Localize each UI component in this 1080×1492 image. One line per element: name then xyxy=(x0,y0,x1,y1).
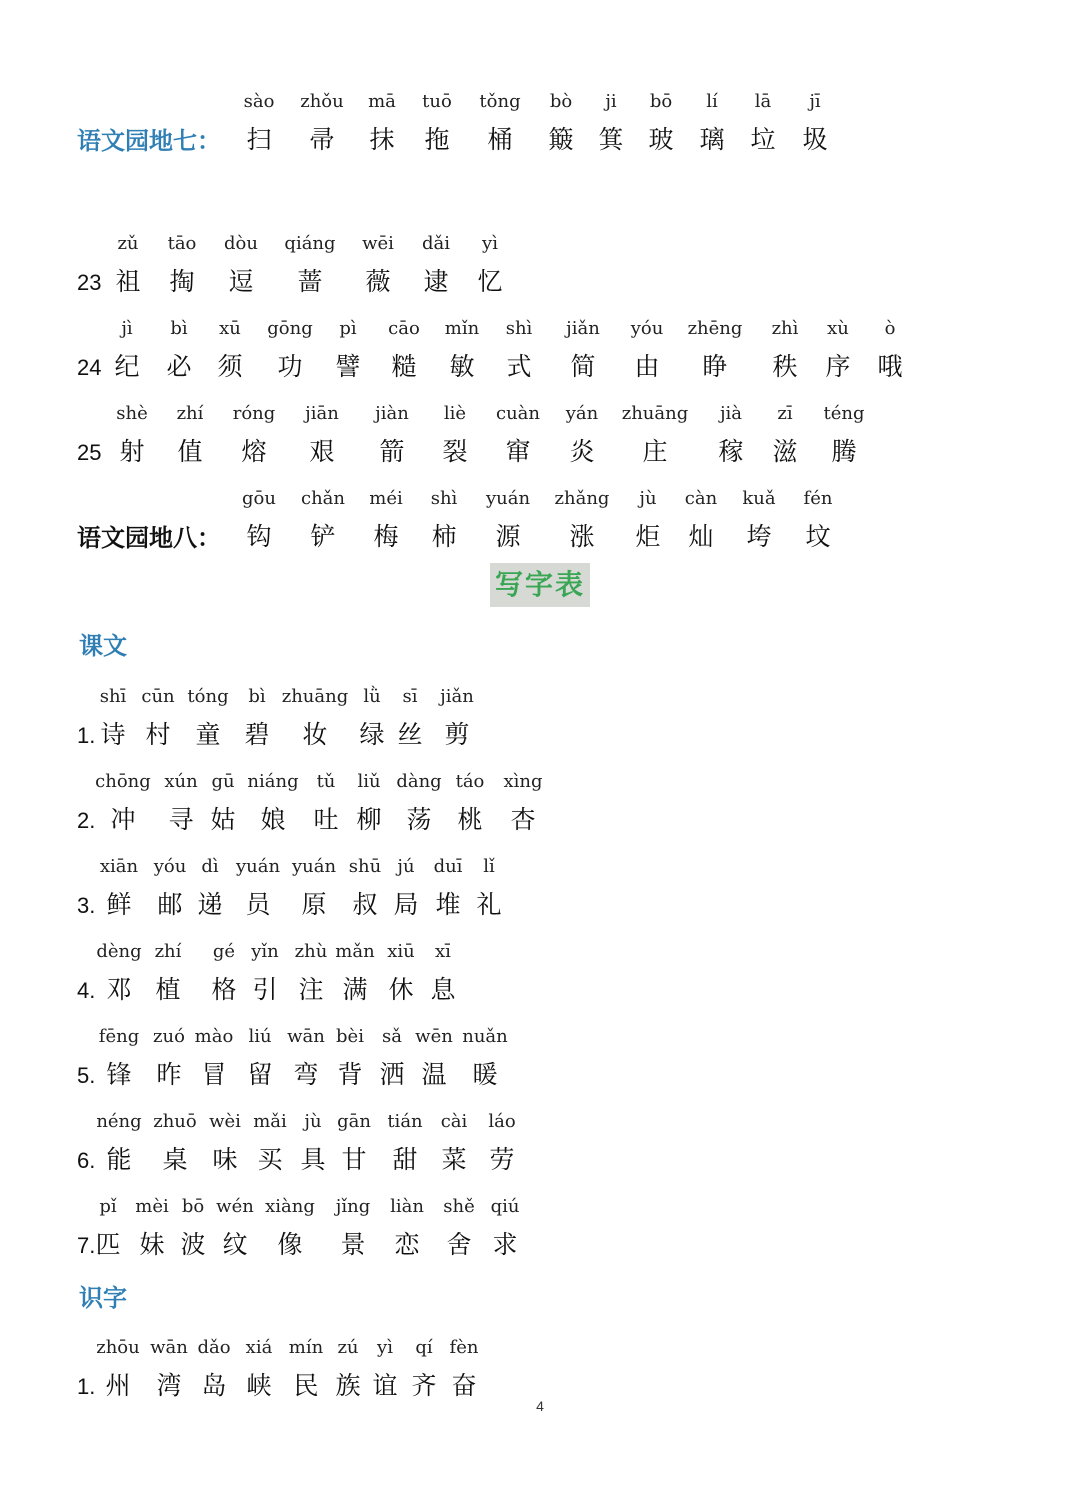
line-label: 23 xyxy=(77,270,102,295)
pinyin: tuō xyxy=(422,91,452,112)
hanzi: 堆 xyxy=(435,890,461,919)
hanzi: 糙 xyxy=(391,352,417,381)
pinyin: shī xyxy=(99,686,127,707)
hanzi: 拖 xyxy=(424,125,450,154)
pinyin: zhì xyxy=(771,318,799,339)
pinyin: yì xyxy=(377,1337,393,1358)
hanzi: 休 xyxy=(388,975,414,1004)
pinyin: sǎ xyxy=(382,1026,402,1047)
pinyin: dàng xyxy=(396,771,442,792)
hanzi: 坟 xyxy=(805,522,831,551)
hanzi: 格 xyxy=(211,975,237,1004)
character-cell xyxy=(445,230,535,302)
pinyin: zhuāng xyxy=(281,686,349,707)
hanzi: 圾 xyxy=(802,125,828,154)
line-label: 1. xyxy=(77,1374,96,1399)
pinyin: dì xyxy=(201,856,219,877)
pinyin: dǎi xyxy=(421,233,450,254)
section-title-shizi: 识字 xyxy=(79,1284,127,1312)
hanzi: 功 xyxy=(277,352,303,381)
hanzi: 桃 xyxy=(457,805,483,834)
pinyin: ò xyxy=(884,318,896,339)
hanzi: 忆 xyxy=(477,267,503,296)
pinyin: bèi xyxy=(336,1026,364,1047)
hanzi: 息 xyxy=(430,975,456,1004)
hanzi: 滋 xyxy=(772,437,798,466)
hanzi: 炎 xyxy=(569,437,595,466)
line-label: 3. xyxy=(77,893,96,918)
pinyin: fèn xyxy=(449,1337,479,1358)
pinyin: bō xyxy=(649,91,673,112)
hanzi: 湾 xyxy=(156,1371,182,1400)
vocab-line-garden-7 xyxy=(0,88,1080,168)
hanzi: 敏 xyxy=(449,352,475,381)
pinyin: mèi xyxy=(135,1196,169,1217)
hanzi: 引 xyxy=(252,975,278,1004)
pinyin: càn xyxy=(684,488,718,509)
pinyin: ji xyxy=(605,91,617,112)
pinyin: xiá xyxy=(245,1337,273,1358)
hanzi: 波 xyxy=(180,1230,206,1259)
character-cell xyxy=(444,853,534,925)
pinyin: xiàng xyxy=(265,1196,315,1217)
hanzi: 簸 xyxy=(548,125,574,154)
pinyin: zhēng xyxy=(687,318,743,339)
line-label: 4. xyxy=(77,978,96,1003)
pinyin: liè xyxy=(443,403,467,424)
pinyin: gān xyxy=(337,1111,371,1132)
hanzi: 庄 xyxy=(642,437,668,466)
pinyin: dǎo xyxy=(197,1337,231,1358)
hanzi: 射 xyxy=(119,437,145,466)
hanzi: 弯 xyxy=(293,1060,319,1089)
pinyin: lí xyxy=(706,91,718,112)
hanzi: 求 xyxy=(492,1230,518,1259)
hanzi: 妆 xyxy=(302,720,328,749)
pinyin: tóng xyxy=(187,686,229,707)
pinyin: chǎn xyxy=(301,488,345,509)
hanzi: 妹 xyxy=(139,1230,165,1259)
pinyin: yóu xyxy=(153,856,187,877)
line-label: 6. xyxy=(77,1148,96,1173)
hanzi: 原 xyxy=(301,890,327,919)
hanzi: 买 xyxy=(257,1145,283,1174)
hanzi: 村 xyxy=(145,720,171,749)
pinyin: fēng xyxy=(98,1026,140,1047)
hanzi: 齐 xyxy=(411,1371,437,1400)
pinyin: zhí xyxy=(154,941,182,962)
pinyin: zǔ xyxy=(117,233,139,254)
pinyin: pì xyxy=(339,318,357,339)
pinyin: niáng xyxy=(247,771,299,792)
vocab-line-write-4 xyxy=(0,938,1080,1018)
pinyin: duī xyxy=(433,856,463,877)
pinyin: tǒng xyxy=(479,91,521,112)
hanzi: 甜 xyxy=(392,1145,418,1174)
hanzi: 帚 xyxy=(309,125,335,154)
pinyin: wān xyxy=(287,1026,325,1047)
pinyin: liǔ xyxy=(357,771,381,792)
pinyin: mín xyxy=(288,1337,324,1358)
pinyin: yǐn xyxy=(251,941,279,962)
hanzi: 洒 xyxy=(379,1060,405,1089)
vocab-line-lesson-24 xyxy=(0,315,1080,395)
character-cell xyxy=(770,88,860,160)
character-cell xyxy=(773,485,863,557)
pinyin: dèng xyxy=(96,941,142,962)
pinyin: jì xyxy=(121,318,133,339)
hanzi: 味 xyxy=(212,1145,238,1174)
line-label: 语文园地八： xyxy=(77,524,221,552)
pinyin: xī xyxy=(435,941,451,962)
character-cell xyxy=(460,1193,550,1265)
hanzi: 杏 xyxy=(510,805,536,834)
hanzi: 锋 xyxy=(106,1060,132,1089)
pinyin: cāo xyxy=(388,318,420,339)
hanzi: 寻 xyxy=(168,805,194,834)
pinyin: yuán xyxy=(291,856,337,877)
hanzi: 民 xyxy=(293,1371,319,1400)
hanzi: 艰 xyxy=(309,437,335,466)
hanzi: 剪 xyxy=(444,720,470,749)
pinyin: jú xyxy=(397,856,415,877)
vocab-line-write-2 xyxy=(0,768,1080,848)
write-table-heading: 写字表 xyxy=(490,563,590,607)
vocab-line-write-1 xyxy=(0,683,1080,763)
hanzi: 留 xyxy=(247,1060,273,1089)
pinyin: pǐ xyxy=(99,1196,117,1217)
hanzi: 奋 xyxy=(451,1371,477,1400)
hanzi: 谊 xyxy=(372,1371,398,1400)
pinyin: nuǎn xyxy=(462,1026,508,1047)
hanzi: 必 xyxy=(166,352,192,381)
pinyin: lǐ xyxy=(483,856,495,877)
pinyin: téng xyxy=(823,403,865,424)
pinyin: qí xyxy=(415,1337,433,1358)
pinyin: zhù xyxy=(294,941,328,962)
pinyin: jiǎn xyxy=(566,318,600,339)
hanzi: 稼 xyxy=(718,437,744,466)
line-label: 1. xyxy=(77,723,96,748)
vocab-line-write-6 xyxy=(0,1108,1080,1188)
hanzi: 鲜 xyxy=(106,890,132,919)
pinyin: yuán xyxy=(235,856,281,877)
hanzi: 冒 xyxy=(201,1060,227,1089)
hanzi: 炬 xyxy=(635,522,661,551)
pinyin: wén xyxy=(216,1196,254,1217)
hanzi: 局 xyxy=(393,890,419,919)
pinyin: gé xyxy=(212,941,236,962)
hanzi: 逮 xyxy=(423,267,449,296)
pinyin: mǎn xyxy=(335,941,375,962)
pinyin: bò xyxy=(549,91,573,112)
hanzi: 逗 xyxy=(228,267,254,296)
hanzi: 丝 xyxy=(397,720,423,749)
hanzi: 族 xyxy=(335,1371,361,1400)
pinyin: jià xyxy=(719,403,743,424)
line-label: 24 xyxy=(77,355,102,380)
character-cell xyxy=(478,768,568,840)
vocab-line-lesson-25 xyxy=(0,400,1080,480)
pinyin: zī xyxy=(777,403,793,424)
vocab-line-garden-8 xyxy=(0,485,1080,565)
pinyin: jiǎn xyxy=(440,686,474,707)
section-title-kewen: 课文 xyxy=(79,632,127,660)
hanzi: 抹 xyxy=(369,125,395,154)
pinyin: jǐng xyxy=(335,1196,371,1217)
pinyin: mǐn xyxy=(444,318,480,339)
hanzi: 纪 xyxy=(114,352,140,381)
pinyin: zhuō xyxy=(153,1111,197,1132)
pinyin: xiū xyxy=(387,941,415,962)
hanzi: 递 xyxy=(197,890,223,919)
hanzi: 垃 xyxy=(750,125,776,154)
hanzi: 梅 xyxy=(373,522,399,551)
line-label: 5. xyxy=(77,1063,96,1088)
pinyin: róng xyxy=(232,403,276,424)
hanzi: 桶 xyxy=(487,125,513,154)
hanzi: 譬 xyxy=(335,352,361,381)
hanzi: 叔 xyxy=(352,890,378,919)
pinyin: xiān xyxy=(99,856,139,877)
line-label: 25 xyxy=(77,440,102,465)
hanzi: 具 xyxy=(300,1145,326,1174)
pinyin: qiáng xyxy=(284,233,336,254)
hanzi: 邓 xyxy=(106,975,132,1004)
hanzi: 邮 xyxy=(157,890,183,919)
hanzi: 吐 xyxy=(313,805,339,834)
pinyin: tāo xyxy=(167,233,197,254)
hanzi: 冲 xyxy=(110,805,136,834)
hanzi: 裂 xyxy=(442,437,468,466)
pinyin: dòu xyxy=(224,233,258,254)
pinyin: wān xyxy=(150,1337,188,1358)
vocab-line-write-3 xyxy=(0,853,1080,933)
hanzi: 像 xyxy=(277,1230,303,1259)
hanzi: 箭 xyxy=(379,437,405,466)
pinyin: zhǎng xyxy=(554,488,610,509)
pinyin: zhōu xyxy=(96,1337,140,1358)
hanzi: 灿 xyxy=(688,522,714,551)
pinyin: yán xyxy=(565,403,599,424)
character-cell xyxy=(845,315,935,387)
pinyin: kuǎ xyxy=(742,488,776,509)
page-number: 4 xyxy=(536,1398,544,1414)
hanzi: 垮 xyxy=(746,522,772,551)
hanzi: 睁 xyxy=(702,352,728,381)
pinyin: sào xyxy=(243,91,275,112)
hanzi: 诗 xyxy=(100,720,126,749)
hanzi: 绿 xyxy=(359,720,385,749)
hanzi: 满 xyxy=(342,975,368,1004)
pinyin: jī xyxy=(809,91,821,112)
hanzi: 姑 xyxy=(210,805,236,834)
hanzi: 背 xyxy=(337,1060,363,1089)
hanzi: 温 xyxy=(421,1060,447,1089)
pinyin: xìng xyxy=(503,771,543,792)
pinyin: gōu xyxy=(242,488,276,509)
pinyin: táo xyxy=(455,771,485,792)
pinyin: méi xyxy=(369,488,403,509)
pinyin: cuàn xyxy=(496,403,540,424)
hanzi: 州 xyxy=(105,1371,131,1400)
hanzi: 岛 xyxy=(201,1371,227,1400)
hanzi: 腾 xyxy=(831,437,857,466)
line-label: 7. xyxy=(77,1233,96,1258)
pinyin: cài xyxy=(440,1111,468,1132)
pinyin: yuán xyxy=(485,488,531,509)
hanzi: 员 xyxy=(245,890,271,919)
pinyin: wēn xyxy=(415,1026,453,1047)
pinyin: tǔ xyxy=(316,771,336,792)
hanzi: 菜 xyxy=(441,1145,467,1174)
pinyin: zú xyxy=(337,1337,359,1358)
hanzi: 源 xyxy=(495,522,521,551)
hanzi: 值 xyxy=(177,437,203,466)
hanzi: 荡 xyxy=(406,805,432,834)
line-label: 2. xyxy=(77,808,96,833)
hanzi: 序 xyxy=(825,352,851,381)
hanzi: 纹 xyxy=(222,1230,248,1259)
pinyin: wēi xyxy=(362,233,394,254)
character-cell xyxy=(419,1334,509,1406)
pinyin: xū xyxy=(219,318,241,339)
hanzi: 窜 xyxy=(505,437,531,466)
hanzi: 哦 xyxy=(877,352,903,381)
hanzi: 恋 xyxy=(394,1230,420,1259)
pinyin: jiàn xyxy=(375,403,409,424)
pinyin: yì xyxy=(482,233,498,254)
hanzi: 蔷 xyxy=(297,267,323,296)
pinyin: shū xyxy=(348,856,382,877)
pinyin: xún xyxy=(164,771,198,792)
hanzi: 劳 xyxy=(489,1145,515,1174)
hanzi: 由 xyxy=(634,352,660,381)
hanzi: 昨 xyxy=(156,1060,182,1089)
pinyin: mào xyxy=(194,1026,234,1047)
hanzi: 碧 xyxy=(244,720,270,749)
hanzi: 甘 xyxy=(341,1145,367,1174)
hanzi: 柿 xyxy=(431,522,457,551)
pinyin: néng xyxy=(96,1111,142,1132)
vocab-line-lesson-23 xyxy=(0,230,1080,310)
pinyin: bì xyxy=(248,686,266,707)
hanzi: 涨 xyxy=(569,522,595,551)
pinyin: qiú xyxy=(490,1196,520,1217)
pinyin: shè xyxy=(116,403,148,424)
hanzi: 熔 xyxy=(241,437,267,466)
hanzi: 钩 xyxy=(246,522,272,551)
vocab-line-write-7 xyxy=(0,1193,1080,1273)
hanzi: 舍 xyxy=(446,1230,472,1259)
pinyin: shì xyxy=(505,318,533,339)
pinyin: jù xyxy=(639,488,657,509)
pinyin: zhuāng xyxy=(621,403,689,424)
pinyin: xù xyxy=(827,318,849,339)
pinyin: gū xyxy=(211,771,235,792)
hanzi: 桌 xyxy=(162,1145,188,1174)
hanzi: 植 xyxy=(155,975,181,1004)
character-cell xyxy=(440,1023,530,1095)
pinyin: jiān xyxy=(305,403,339,424)
line-label: 语文园地七： xyxy=(77,127,221,155)
pinyin: wèi xyxy=(209,1111,241,1132)
hanzi: 铲 xyxy=(310,522,336,551)
pinyin: shì xyxy=(430,488,458,509)
character-cell xyxy=(799,400,889,472)
hanzi: 扫 xyxy=(246,125,272,154)
hanzi: 能 xyxy=(106,1145,132,1174)
hanzi: 璃 xyxy=(699,125,725,154)
pinyin: gōng xyxy=(267,318,313,339)
pinyin: shě xyxy=(443,1196,475,1217)
pinyin: lǜ xyxy=(363,686,381,707)
pinyin: chōng xyxy=(95,771,151,792)
pinyin: jù xyxy=(304,1111,322,1132)
pinyin: zuó xyxy=(153,1026,185,1047)
hanzi: 薇 xyxy=(365,267,391,296)
pinyin: zhǒu xyxy=(300,91,344,112)
hanzi: 秩 xyxy=(772,352,798,381)
hanzi: 注 xyxy=(298,975,324,1004)
hanzi: 玻 xyxy=(648,125,674,154)
pinyin: fén xyxy=(803,488,833,509)
pinyin: liàn xyxy=(390,1196,424,1217)
hanzi: 须 xyxy=(217,352,243,381)
pinyin: yóu xyxy=(630,318,664,339)
hanzi: 式 xyxy=(506,352,532,381)
hanzi: 暖 xyxy=(472,1060,498,1089)
pinyin: sī xyxy=(402,686,418,707)
hanzi: 柳 xyxy=(356,805,382,834)
hanzi: 简 xyxy=(570,352,596,381)
vocab-line-write-5 xyxy=(0,1023,1080,1103)
pinyin: mā xyxy=(368,91,396,112)
hanzi: 匹 xyxy=(95,1230,121,1259)
hanzi: 童 xyxy=(195,720,221,749)
pinyin: mǎi xyxy=(253,1111,287,1132)
pinyin: zhí xyxy=(176,403,204,424)
hanzi: 箕 xyxy=(598,125,624,154)
pinyin: liú xyxy=(248,1026,272,1047)
pinyin: cūn xyxy=(141,686,175,707)
pinyin: bì xyxy=(170,318,188,339)
pinyin: tián xyxy=(387,1111,423,1132)
hanzi: 景 xyxy=(340,1230,366,1259)
pinyin: bō xyxy=(181,1196,205,1217)
pinyin: lā xyxy=(754,91,772,112)
character-cell xyxy=(412,683,502,755)
character-cell xyxy=(398,938,488,1010)
character-cell xyxy=(457,1108,547,1180)
pinyin: láo xyxy=(488,1111,516,1132)
hanzi: 祖 xyxy=(115,267,141,296)
hanzi: 掏 xyxy=(169,267,195,296)
hanzi: 峡 xyxy=(246,1371,272,1400)
hanzi: 礼 xyxy=(476,890,502,919)
hanzi: 娘 xyxy=(260,805,286,834)
